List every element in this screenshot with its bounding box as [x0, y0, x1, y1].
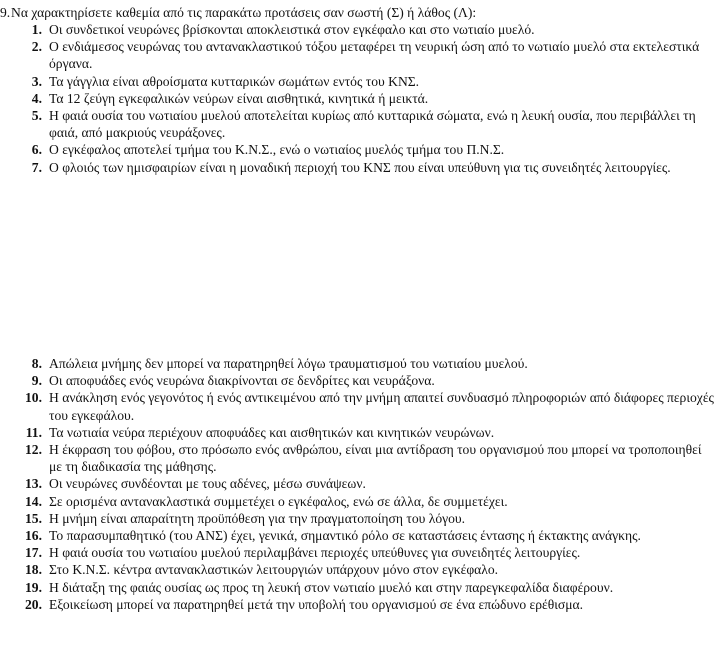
statement-item: [0, 579, 716, 596]
statement-number: 4.: [31, 90, 42, 106]
statement-item: [0, 510, 716, 527]
statement-item: [0, 355, 716, 372]
statement-number: 11.: [25, 424, 42, 440]
statement-item: [0, 527, 716, 544]
statement-text: Η διάταξη της φαιάς ουσίας ως προς τη λευκή στον νωτιαίο μυελό και στην παρεγκεφαλίδα διαφέρουν.: [49, 579, 614, 595]
statement-number: 15.: [25, 510, 42, 526]
statement-item: [0, 441, 716, 475]
statement-text: Τα γάγγλια είναι αθροίσματα κυτταρικών σωμάτων εντός του ΚΝΣ.: [49, 73, 420, 89]
statement-number: 2.: [31, 39, 42, 55]
statement-text: Η φαιά ουσία του νωτιαίου μυελού αποτελείται κυρίως από κυτταρικά σώματα, ενώ η λευκή ουσία, που περιβάλλει τη φαιά, από μακριούς νευράξονες.: [49, 108, 696, 141]
statement-number: 7.: [31, 159, 42, 175]
statement-item: [0, 38, 716, 72]
statement-number: 9.: [31, 373, 42, 389]
statement-number: 6.: [31, 142, 42, 158]
statement-text: Η έκφραση του φόβου, στο πρόσωπο ενός ανθρώπου, είναι μια αντίδραση του οργανισμού που μπορεί να τροποποιηθεί με τη διαδικασία της μάθησης.: [49, 442, 702, 475]
statement-item: [0, 493, 716, 510]
statement-text: Η ανάκληση ενός γεγονότος ή ενός αντικειμένου από την μνήμη απαιτεί συνδυασμό πληροφοριών από διάφορες περιοχές του εγκεφάλου.: [49, 390, 714, 423]
statement-text: Εξοικείωση μπορεί να παρατηρηθεί μετά την υποβολή του οργανισμού σε ένα επώδυνο ερέθισμα.: [49, 596, 584, 612]
statement-text: Το παρασυμπαθητικό (του ΑΝΣ) έχει, γενικά, σημαντικό ρόλο σε καταστάσεις έντασης ή έκτακτης ανάγκης.: [49, 528, 641, 544]
statement-item: [0, 107, 716, 141]
statement-text: Τα νωτιαία νεύρα περιέχουν αποφυάδες και αισθητικών και κινητικών νευρώνων.: [49, 424, 495, 440]
statement-text: Στο Κ.Ν.Σ. κέντρα αντανακλαστικών λειτουργιών υπάρχουν μόνο στον εγκέφαλο.: [49, 562, 499, 578]
statement-item: [0, 389, 716, 423]
statement-number: 1.: [31, 22, 42, 37]
statement-number: 3.: [31, 73, 42, 89]
statement-text: Ο ενδιάμεσος νευρώνας του αντανακλαστικού τόξου μεταφέρει τη νευρική ώση από το νωτιαίο μυελό στα εκτελεστικά όργανα.: [49, 39, 700, 72]
statement-text: Οι αποφυάδες ενός νευρώνα διακρίνονται σε δενδρίτες και νευράξονα.: [49, 373, 435, 389]
statement-text: Απώλεια μνήμης δεν μπορεί να παρατηρηθεί λόγω τραυματισμού του νωτιαίου μυελού.: [49, 356, 528, 371]
statement-item: [0, 475, 716, 492]
statement-item: [0, 424, 716, 441]
statement-item: [0, 90, 716, 107]
statement-number: 18.: [25, 562, 42, 578]
statement-number: 14.: [25, 493, 42, 509]
statement-number: 13.: [25, 476, 42, 492]
statement-number: 16.: [25, 528, 42, 544]
statement-item: [0, 544, 716, 561]
statement-text: Τα 12 ζεύγη εγκεφαλικών νεύρων είναι αισθητικά, κινητικά ή μεικτά.: [49, 90, 429, 106]
statement-number: 19.: [25, 579, 42, 595]
statement-item: [0, 21, 716, 38]
statement-text: Οι νευρώνες συνδέονται με τους αδένες, μέσω συνάψεων.: [49, 476, 366, 492]
statement-text: Η μνήμη είναι απαραίτητη προϋπόθεση για την πραγματοποίηση του λόγου.: [49, 510, 466, 526]
statement-item: [0, 141, 716, 158]
statement-text: Οι συνδετικοί νευρώνες βρίσκονται αποκλειστικά στον εγκέφαλο και στο νωτιαίο μυελό.: [49, 22, 535, 37]
statement-item: [0, 73, 716, 90]
statement-number: 12.: [25, 442, 42, 458]
statement-number: 5.: [31, 108, 42, 124]
statement-item: [0, 561, 716, 578]
statement-number: 8.: [31, 356, 42, 371]
statement-item: [0, 596, 716, 613]
exercise-header: [0, 4, 715, 21]
statement-list-part1: [0, 21, 716, 176]
exercise-instruction: Να χαρακτηρίσετε καθεμία από τις παρακάτω προτάσεις σαν σωστή (Σ) ή λάθος (Λ):: [11, 5, 477, 20]
statement-list-part2: [0, 355, 716, 613]
statement-number: 20.: [25, 596, 42, 612]
statement-number: 17.: [25, 545, 42, 561]
statement-item: [0, 372, 716, 389]
exercise-number: 9.: [0, 5, 11, 20]
statement-number: 10.: [25, 390, 42, 406]
statement-text: Ο φλοιός των ημισφαιρίων είναι η μοναδική περιοχή του ΚΝΣ που είναι υπεύθυνη για τις συνειδητές λειτουργίες.: [49, 159, 671, 175]
statement-text: Σε ορισμένα αντανακλαστικά συμμετέχει ο εγκέφαλος, ενώ σε άλλα, δε συμμετέχει.: [49, 493, 508, 509]
statement-item: [0, 159, 716, 176]
statement-text: Η φαιά ουσία του νωτιαίου μυελού περιλαμβάνει περιοχές υπεύθυνες για συνειδητές λειτουργίες.: [49, 545, 581, 561]
statement-text: Ο εγκέφαλος αποτελεί τμήμα του Κ.Ν.Σ., ενώ ο νωτιαίος μυελός τμήμα του Π.Ν.Σ.: [49, 142, 505, 158]
